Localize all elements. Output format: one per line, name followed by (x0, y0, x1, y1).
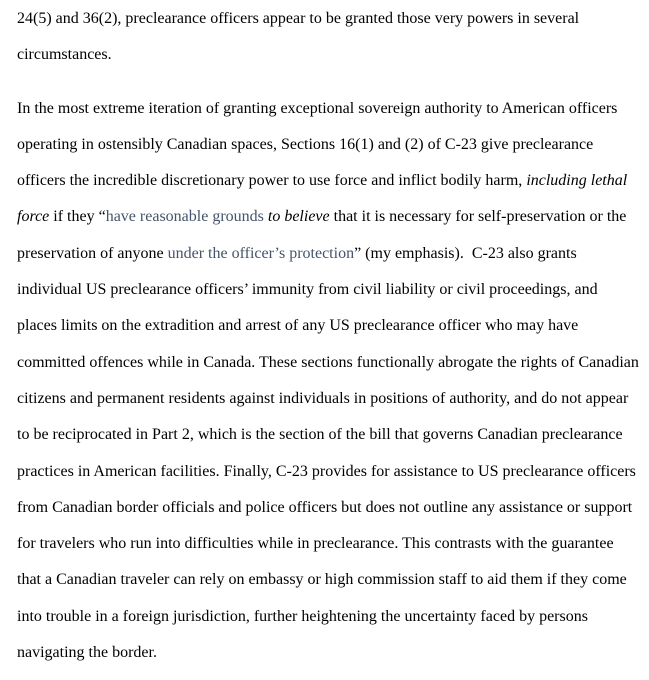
body-text: for travelers who run into difficulties while in preclearance. This contrasts with the guarantee (17, 535, 614, 553)
text-line (17, 635, 639, 671)
body-text: that it is necessary for self-preservation or the (329, 208, 627, 226)
emphasis-text: force (17, 208, 50, 226)
text-line (17, 345, 639, 381)
text-line (17, 599, 639, 635)
text-line (17, 308, 639, 344)
text-line (17, 562, 639, 598)
text-line (17, 417, 639, 453)
text-line (17, 272, 639, 308)
body-text: preservation of anyone (17, 244, 168, 262)
body-text: places limits on the extradition and arrest of any US preclearance officer who may have (17, 317, 579, 335)
colored-quote-text: have reasonable grounds (105, 208, 264, 226)
body-text: practices in American facilities. Finally, C-23 provides for assistance to US preclearance officers (17, 462, 636, 480)
body-text: circumstances. (17, 46, 112, 64)
text-line (17, 91, 639, 127)
body-text: to be reciprocated in Part 2, which is the section of the bill that governs Canadian preclearance (17, 426, 623, 444)
emphasis-text: to believe (267, 208, 330, 226)
text-line (17, 37, 639, 73)
body-text: into trouble in a foreign jurisdiction, further heightening the uncertainty faced by persons (17, 607, 588, 625)
text-line (17, 163, 639, 199)
body-text: citizens and permanent residents against individuals in positions of authority, and do not appear (17, 389, 629, 407)
text-line (17, 127, 639, 163)
text-line (17, 236, 639, 272)
colored-quote-text: under the officer’s protection (167, 244, 355, 262)
paragraph-1 (17, 1, 639, 74)
text-line (17, 454, 639, 490)
emphasis-text: including lethal (526, 172, 628, 190)
paragraph-2 (17, 91, 639, 672)
text-line (17, 199, 639, 235)
text-line (17, 490, 639, 526)
body-text: from Canadian border officials and police officers but does not outline any assistance or support (17, 498, 633, 516)
text-line (17, 381, 639, 417)
body-text: that a Canadian traveler can rely on embassy or high commission staff to aid them if they come (17, 571, 627, 589)
body-text: 24(5) and 36(2), preclearance officers appear to be granted those very powers in several (17, 10, 580, 27)
body-text: In the most extreme iteration of granting exceptional sovereign authority to American officers (17, 99, 618, 117)
body-text: individual US preclearance officers’ immunity from civil liability or civil proceedings, and (17, 281, 598, 299)
body-text: officers the incredible discretionary power to use force and inflict bodily harm, (17, 172, 527, 190)
body-text: if they “ (49, 208, 106, 226)
text-line (17, 526, 639, 562)
body-text: ” (my emphasis). C-23 also grants (354, 244, 577, 262)
document-body (17, 1, 639, 671)
body-text: navigating the border. (17, 644, 157, 662)
body-text: committed offences while in Canada. These sections functionally abrogate the rights of Canadian (17, 353, 639, 371)
text-line (17, 1, 639, 37)
body-text: operating in ostensibly Canadian spaces, Sections 16(1) and (2) of C-23 give preclearance (17, 135, 594, 153)
